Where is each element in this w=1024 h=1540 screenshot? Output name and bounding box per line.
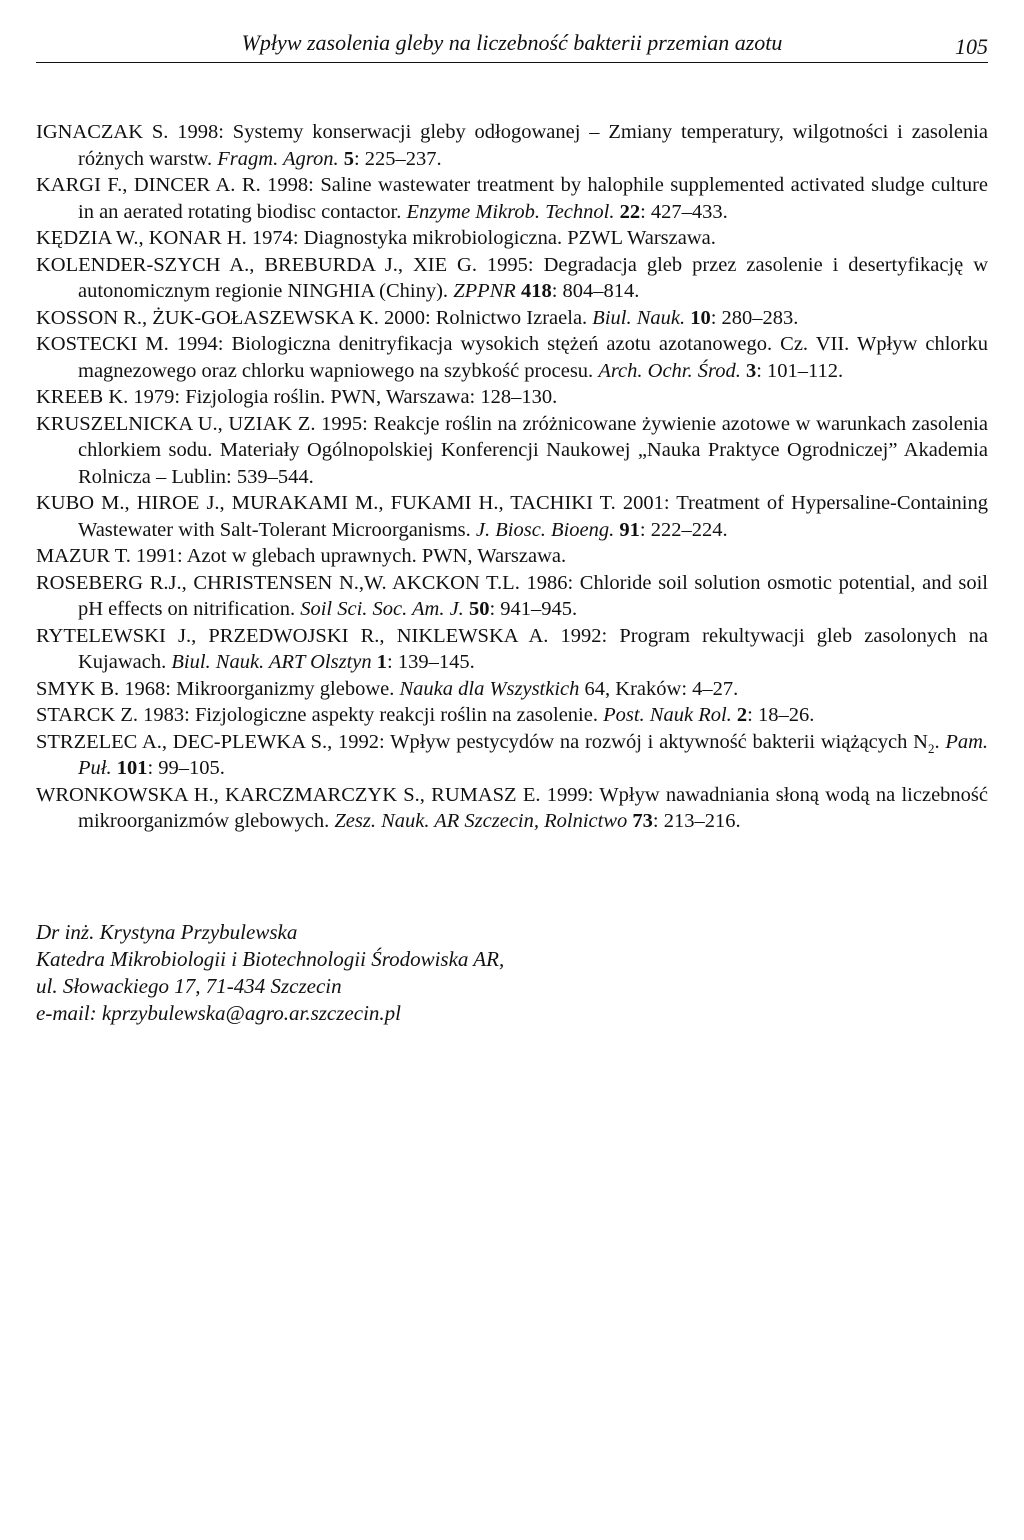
author-department: Katedra Mikrobiologii i Biotechnologii Środowiska AR, xyxy=(36,946,505,971)
page-number: 105 xyxy=(955,34,988,59)
reference-item: KREEB K. 1979: Fizjologia roślin. PWN, Warszawa: 128–130. xyxy=(36,386,558,408)
reference-item: KĘDZIA W., KONAR H. 1974: Diagnostyka mikrobiologiczna. PZWL Warszawa. xyxy=(36,227,716,249)
running-header xyxy=(36,26,988,63)
author-email: e-mail: kprzybulewska@agro.ar.szczecin.pl xyxy=(36,1000,401,1025)
running-title: Wpływ zasolenia gleby na liczebność bakterii przemian azotu xyxy=(241,30,783,55)
reference-item: KRUSZELNICKA U., UZIAK Z. 1995: Reakcje roślin na zróżnicowane żywienie azotowe w warunkach zasolenia chlorkiem sodu. Materiały Ogólnopolskiej Konferencji Naukowej „Nauka Praktyce Ogrodniczej” Akademia Rolnicza – Lublin: 539–544. xyxy=(36,412,988,488)
reference-item: STARCK Z. 1983: Fizjologiczne aspekty reakcji roślin na zasolenie. Post. Nauk Rol. 2: 18–26. xyxy=(36,704,815,726)
reference-item: WRONKOWSKA H., KARCZMARCZYK S., RUMASZ E. 1999: Wpływ nawadniania słoną wodą na liczebność mikroorganizmów glebowych. Zesz. Nauk. AR Szczecin, Rolnictwo 73: 213–216. xyxy=(36,783,988,832)
reference-item: IGNACZAK S. 1998: Systemy konserwacji gleby odłogowanej – Zmiany temperatury, wilgotności i zasolenia różnych warstw. Fragm. Agron. 5: 225–237. xyxy=(36,121,988,170)
reference-item: KARGI F., DINCER A. R. 1998: Saline wastewater treatment by halophile supplemented activated sludge culture in an aerated rotating biodisc contactor. Enzyme Mikrob. Technol. 22: 427–433. xyxy=(36,174,988,223)
author-name: Dr inż. Krystyna Przybulewska xyxy=(36,919,298,944)
reference-item: SMYK B. 1968: Mikroorganizmy glebowe. Nauka dla Wszystkich 64, Kraków: 4–27. xyxy=(36,677,739,700)
reference-item: KOSSON R., ŻUK-GOŁASZEWSKA K. 2000: Rolnictwo Izraela. Biul. Nauk. 10: 280–283. xyxy=(36,306,799,329)
document-page xyxy=(36,26,988,1027)
author-street: ul. Słowackiego 17, 71-434 Szczecin xyxy=(36,973,342,998)
reference-item: KOSTECKI M. 1994: Biologiczna denitryfikacja wysokich stężeń azotu azotanowego. Cz. VII. Wpływ chlorku magnezowego oraz chlorku wapniowego na szybkość procesu. Arch. Ochr. Środ. 3: 101–112. xyxy=(36,333,988,382)
reference-item: MAZUR T. 1991: Azot w glebach uprawnych. PWN, Warszawa. xyxy=(36,545,567,567)
reference-item: KOLENDER-SZYCH A., BREBURDA J., XIE G. 1995: Degradacja gleb przez zasolenie i desertyfikację w autonomicznym regionie NINGHIA (Chiny). ZPPNR 418: 804–814. xyxy=(36,253,988,302)
reference-item: KUBO M., HIROE J., MURAKAMI M., FUKAMI H., TACHIKI T. 2001: Treatment of Hypersaline-Containing Wastewater with Salt-Tolerant Microorganisms. J. Biosc. Bioeng. 91: 222–224. xyxy=(36,492,988,541)
reference-item: STRZELEC A., DEC-PLEWKA S., 1992: Wpływ pestycydów na rozwój i aktywność bakterii wiążących $N_2$. Pam. Puł. 101: 99–105. xyxy=(36,730,989,779)
reference-item: ROSEBERG R.J., CHRISTENSEN N.,W. AKCKON T.L. 1986: Chloride soil solution osmotic potential, and soil pH effects on nitrification. Soil Sci. Soc. Am. J. 50: 941–945. xyxy=(36,571,988,620)
reference-item: RYTELEWSKI J., PRZEDWOJSKI R., NIKLEWSKA A. 1992: Program rekultywacji gleb zasolonych na Kujawach. Biul. Nauk. ART Olsztyn 1: 139–145. xyxy=(36,624,988,673)
reference-list xyxy=(36,119,988,835)
author-address xyxy=(36,919,988,1027)
